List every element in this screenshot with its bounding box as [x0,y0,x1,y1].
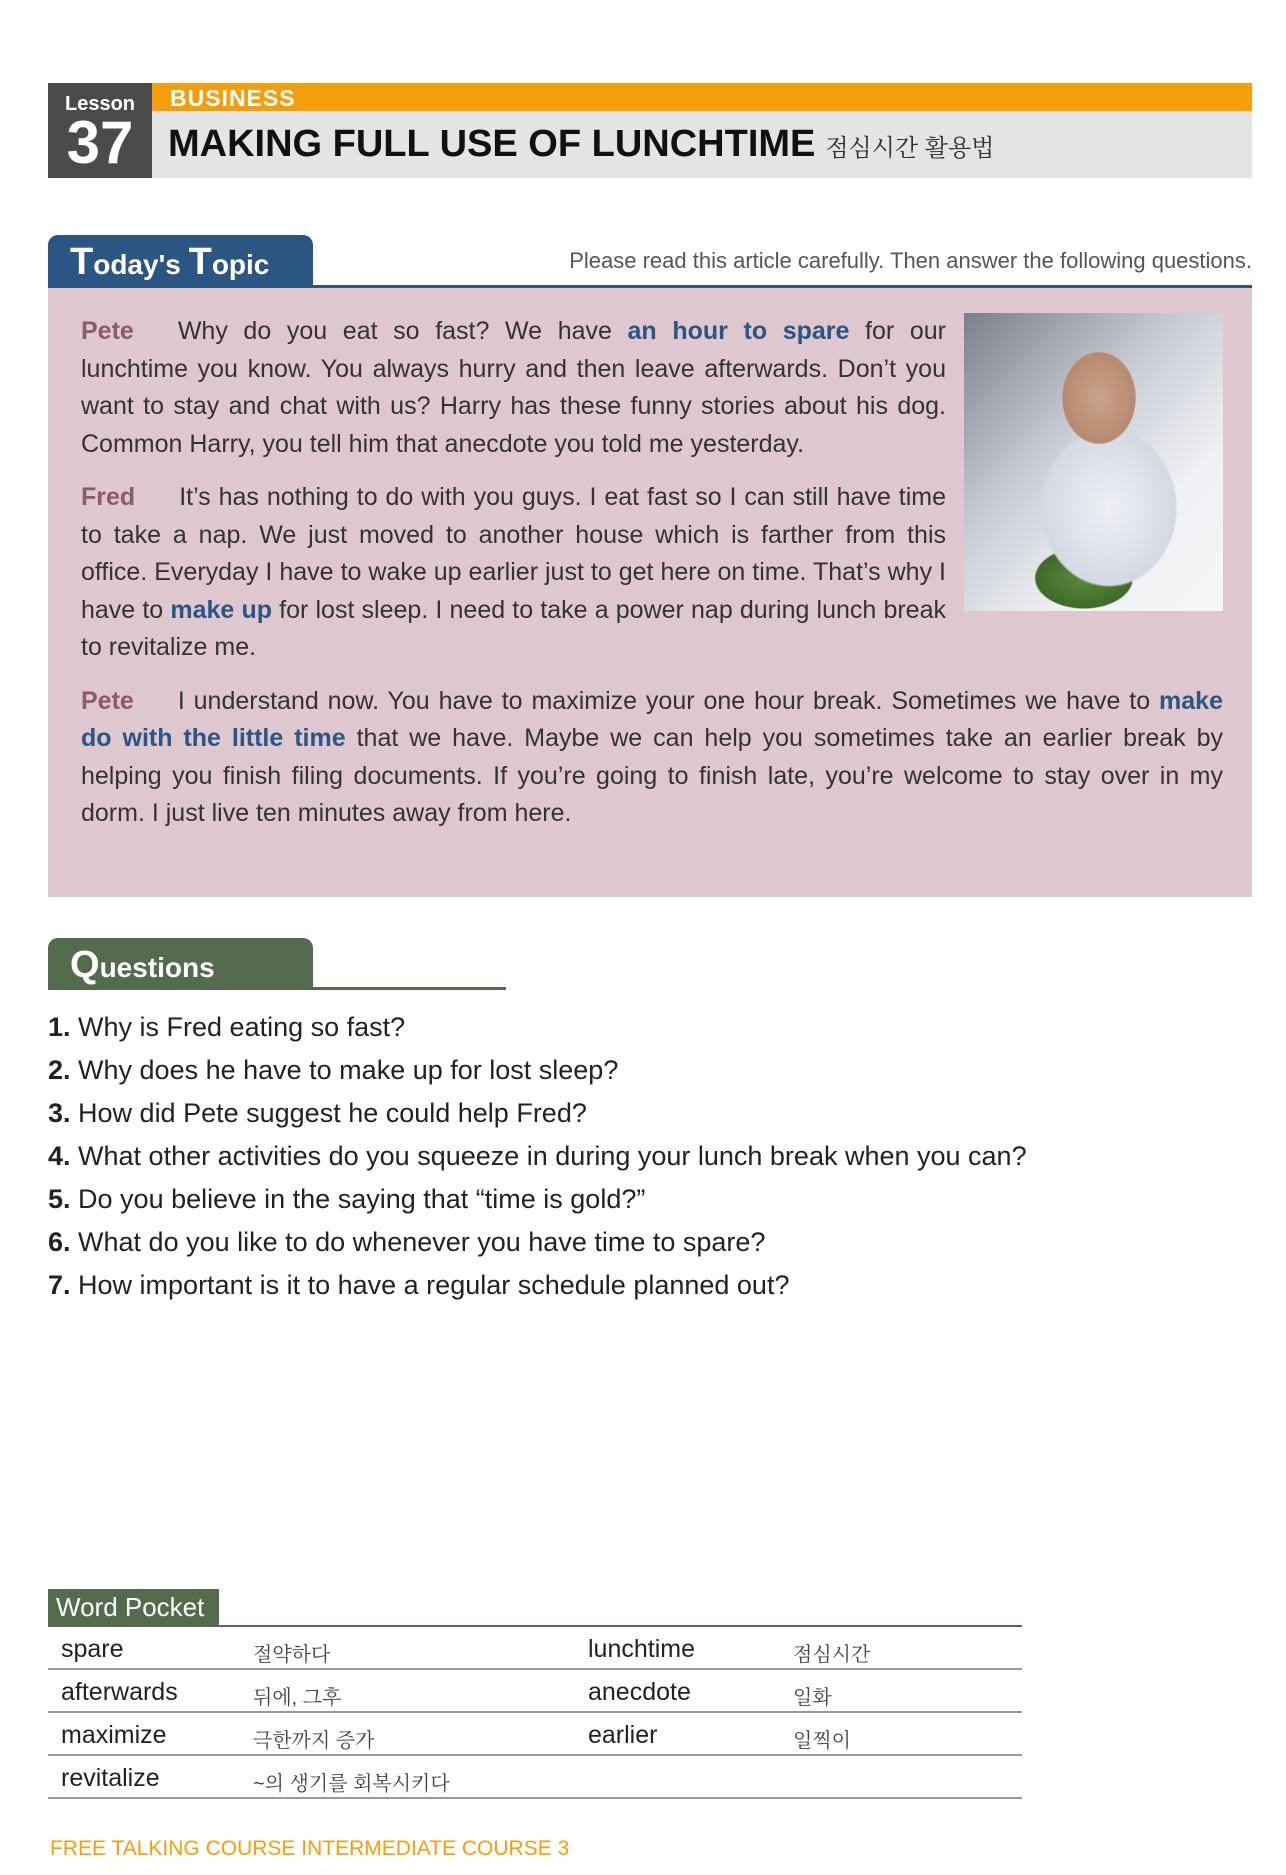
category-bar [152,83,1252,111]
question-item [48,1093,1228,1136]
word-pocket-label [48,1589,219,1625]
title-bar [152,111,1252,178]
footer-course-name: FREE TALKING COURSE INTERMEDIATE COURSE 3 [50,1837,570,1860]
word-row [48,1670,1022,1713]
question-item [48,1179,1228,1222]
lesson-badge [48,83,152,178]
photo-man-eating-icon [964,313,1223,611]
question-text: Why does he have to make up for lost sleep? [70,1055,619,1085]
dialogue-text: Why do you eat so fast? We have [177,317,628,345]
vocab-word: anecdote [588,1678,691,1706]
questions-tab [48,938,313,989]
vocab-word: maximize [61,1721,167,1749]
question-item [48,1007,1228,1050]
question-number: 7. [48,1270,71,1300]
vocab-word: revitalize [61,1764,160,1792]
questions-divider [48,987,506,990]
question-number: 1. [48,1012,71,1042]
question-text: What do you like to do whenever you have time to spare? [70,1227,766,1257]
dialogue-highlight: make up [170,595,273,624]
category-label: BUSINESS [170,85,296,111]
question-number: 5. [48,1184,71,1214]
dialogue-text: that we have. Maybe we can help you sometimes take an earlier break by helping you finish filing documents. If you’re going to finish late, you’re welcome to stay over in my dorm. I just live ten minutes away from here. [81,724,1224,827]
question-item [48,1265,1228,1308]
word-row [48,1713,1022,1756]
tab-cap-letter: Q [70,944,100,986]
lesson-number: 37 [66,109,134,176]
vocab-word: spare [61,1635,124,1663]
speaker-name: Pete [81,317,134,345]
dialogue-box [48,288,1252,897]
word-row [48,1627,1022,1670]
dialogue-highlight: an hour to spare [627,317,850,345]
tab-cap-letter: T [70,241,94,283]
word-pocket-table [48,1627,1022,1799]
word-row [48,1756,1022,1799]
vocab-meaning: 뒤에, 그후 [253,1687,342,1709]
tab-text: uestions [99,952,215,983]
question-text: How important is it to have a regular schedule planned out? [70,1270,790,1300]
vocab-word: earlier [588,1721,658,1749]
question-item [48,1222,1228,1265]
dialogue-text: It’s has nothing to do with you guys. I eat fast so I can still have time to take a nap. We just moved to another house which is farther from this office. Everyday I have to wake up earlier just to get here on time. That’s why I have to [81,483,946,624]
tab-cap-letter: T [188,241,212,283]
questions-heading [70,944,215,987]
dialogue-highlight: make do with the little time [81,686,1223,752]
dialogue-line [81,683,1223,833]
dialogue-text: for our lunchtime you know. You always hurry and then leave afterwards. Don’t you want to stay and chat with us? Harry has these funny stories about his dog. Common Harry, you tell him that anecdote you told me yesterday. [81,317,946,458]
speaker-name: Pete [81,686,134,715]
question-text: How did Pete suggest he could help Fred? [70,1098,587,1128]
lesson-word: Lesson [64,93,136,115]
question-text: Do you believe in the saying that “time is gold?” [70,1184,646,1214]
vocab-meaning: 일화 [793,1687,832,1709]
dialogue-content [81,313,1223,849]
dialogue-text: I understand now. You have to maximize your one hour break. Sometimes we have to [177,686,1160,715]
speaker-name: Fred [81,483,136,511]
tab-text: oday's [93,249,189,280]
vocab-meaning: 극한까지 증가 [253,1730,375,1752]
question-number: 4. [48,1141,71,1171]
vocab-meaning: ~의 생기를 회복시키다 [253,1773,450,1795]
instruction-text: Please read this article carefully. Then answer the following questions. [569,248,1252,273]
todays-topic-tab [48,235,313,286]
vocab-word: lunchtime [588,1635,695,1663]
questions-list [48,1007,1228,1308]
word-pocket-title: Word Pocket [56,1592,205,1622]
question-text: What other activities do you squeeze in during your lunch break when you can? [70,1141,1027,1171]
tab-text: opic [211,249,270,280]
vocab-meaning: 점심시간 [793,1644,871,1666]
question-number: 2. [48,1055,71,1085]
question-item [48,1050,1228,1093]
question-number: 6. [48,1227,71,1257]
dialogue-text: for lost sleep. I need to take a power nap during lunch break to revitalize me. [81,595,946,661]
question-item [48,1136,1228,1179]
page-title [168,123,994,166]
vocab-word: afterwards [61,1678,178,1706]
vocab-meaning: 일찍이 [793,1730,851,1752]
todays-topic-heading [70,241,269,284]
title-korean: 점심시간 활용법 [825,135,995,162]
vocab-meaning: 절약하다 [253,1644,331,1666]
title-english: MAKING FULL USE OF LUNCHTIME [168,123,816,165]
question-number: 3. [48,1098,71,1128]
question-text: Why is Fred eating so fast? [70,1012,406,1042]
